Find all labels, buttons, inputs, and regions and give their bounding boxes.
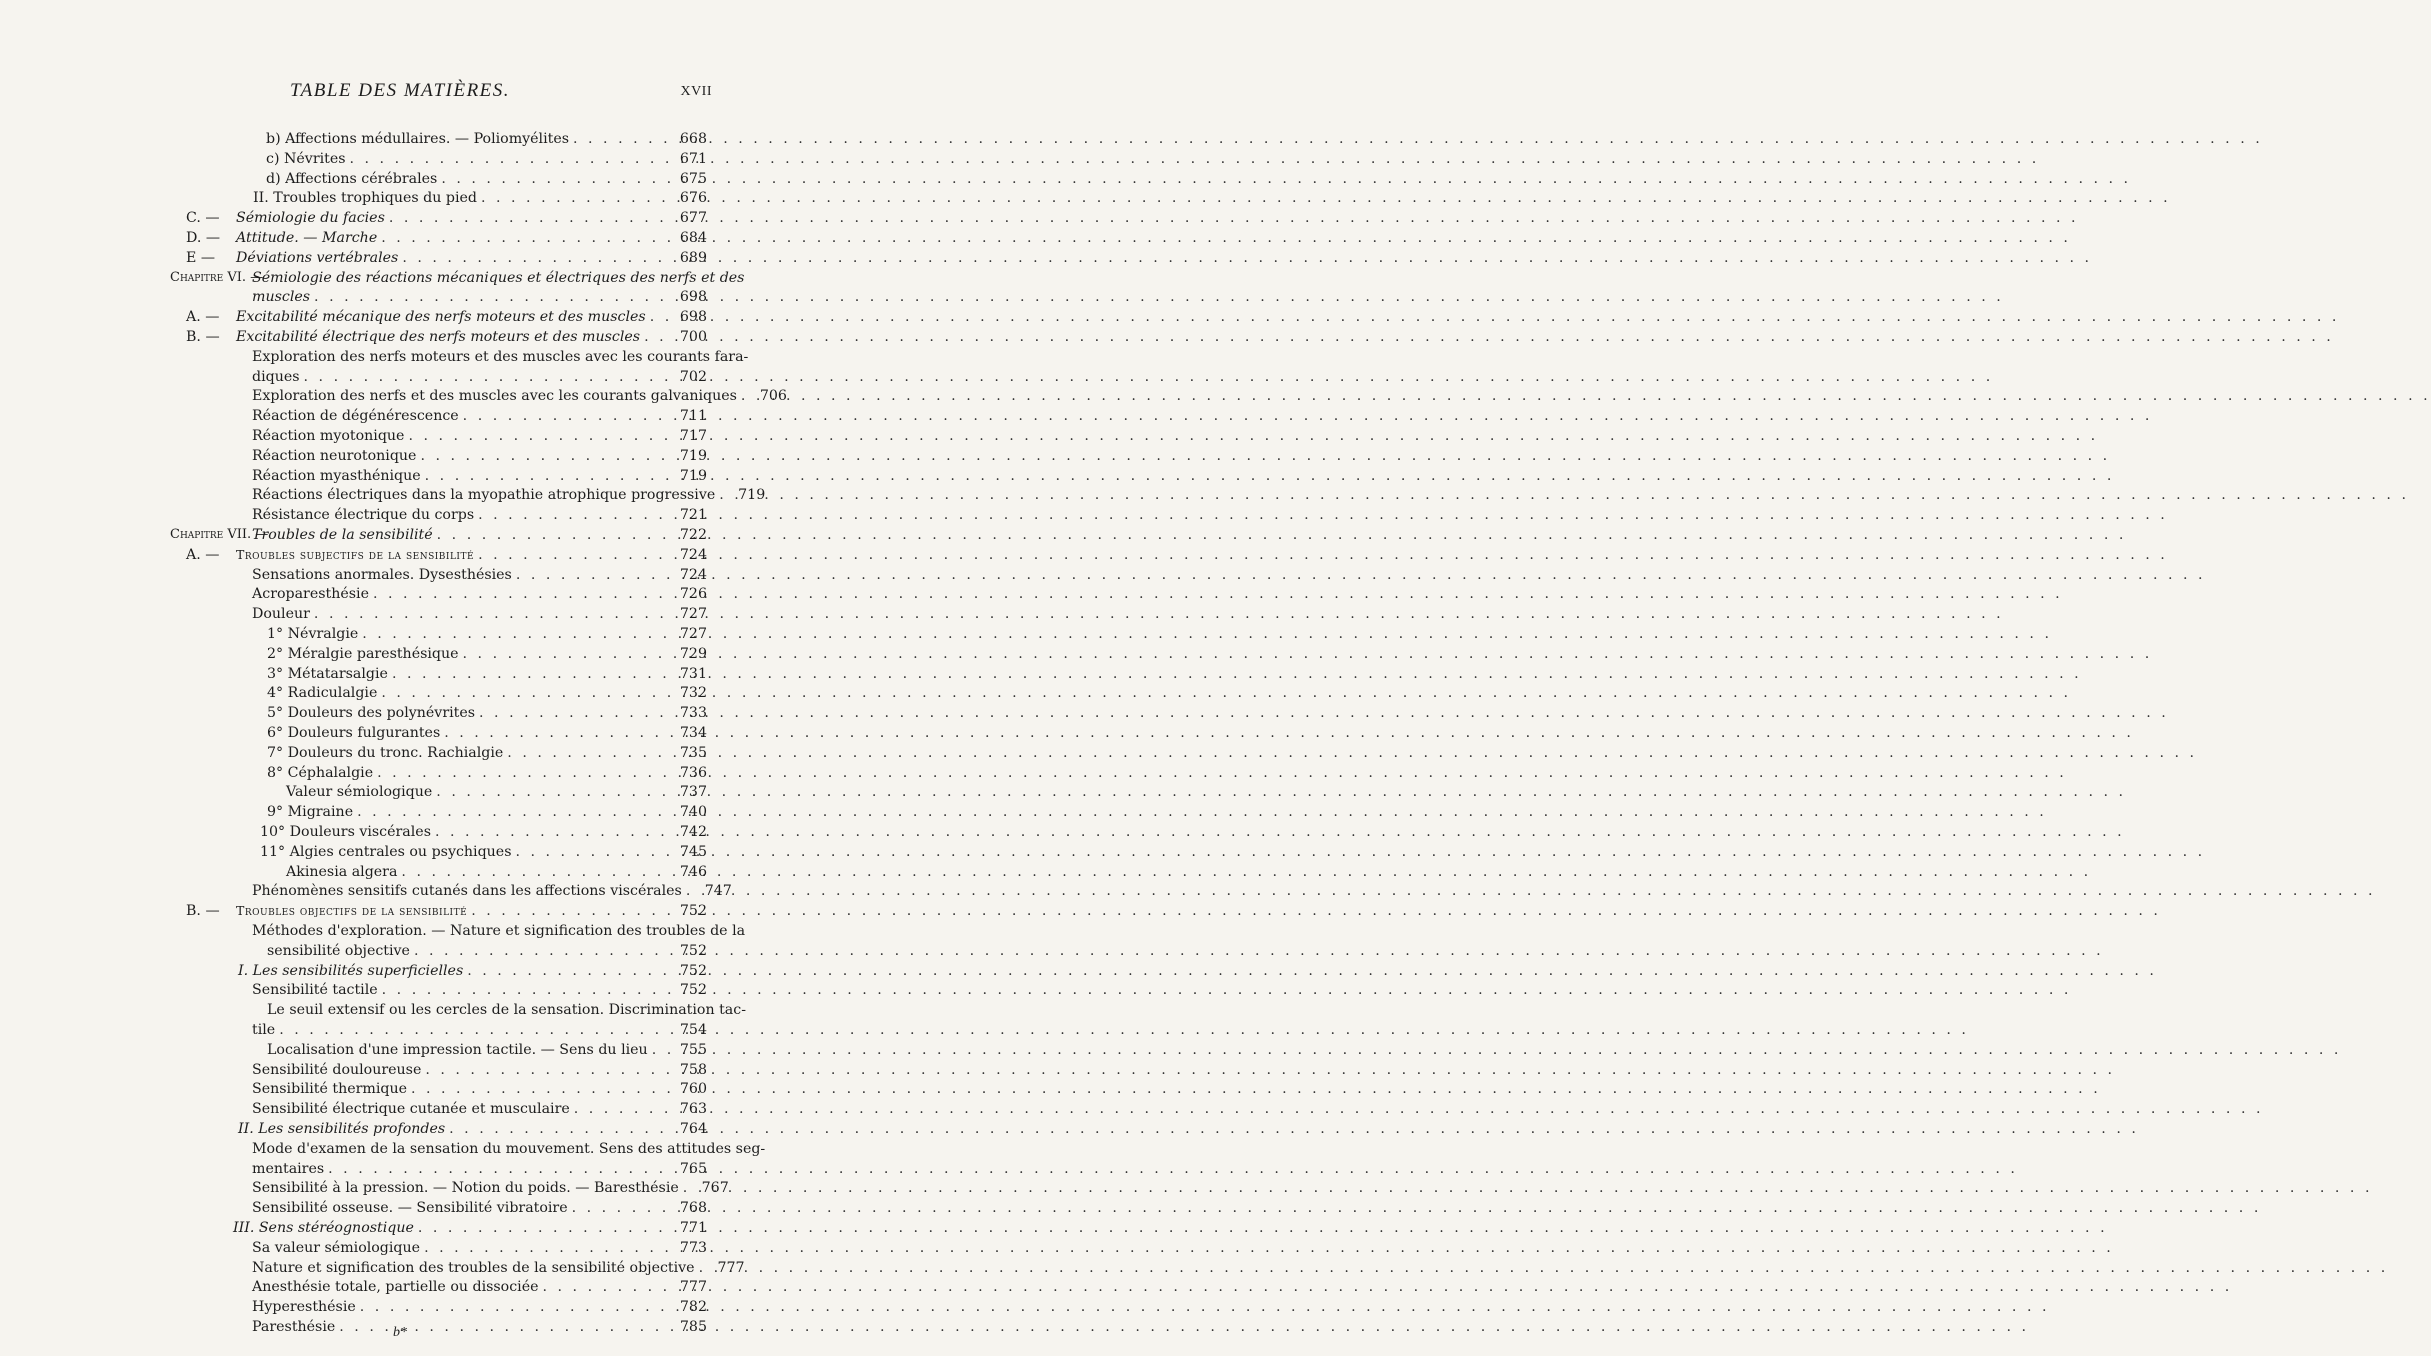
toc-entry [267,702,707,724]
toc-entry-page: 737 [679,784,707,801]
toc-entry-title: Attitude. — Marche [236,230,378,246]
toc-entry-page: 752 [679,942,707,959]
toc-entry [233,1217,707,1239]
toc-entry-prefix: B. — [186,903,220,920]
toc-entry-title: Exploration des nerfs moteurs et des muscles avec les courants fara- [252,348,749,365]
toc-entry [252,1197,707,1219]
toc-entry-page: 760 [679,1081,707,1098]
toc-entry-page: 711 [679,408,707,425]
dot-leader [570,1098,671,1120]
toc-entry-page: 765 [679,1160,707,1177]
dot-leader [414,1217,671,1239]
toc-entry-title: muscles [252,289,311,306]
toc-entry [267,762,707,784]
toc-entry-title: Valeur sémiologique [286,784,433,801]
dot-leader [511,841,671,863]
toc-entry [170,524,707,546]
toc-entry-title: Sensibilité à la pression. — Notion du poids. — Baresthésie [252,1180,679,1197]
dot-leader [356,1296,671,1318]
dot-leader [377,682,671,704]
dot-leader [421,1059,671,1081]
dot-leader [440,722,671,744]
toc-entry-page: 745 [679,843,707,860]
toc-entry-page: 747 [704,883,732,900]
toc-entry-title: Sensations anormales. Dysesthésies [252,566,512,583]
toc-entry-title: 9° Migraine [267,804,354,821]
toc-entry [252,425,707,447]
dot-leader [695,1257,709,1279]
dot-leader [358,623,671,645]
toc-entry-title: I. Les sensibilités superficielles [238,962,464,979]
toc-entry [186,306,707,328]
dot-leader [324,1158,671,1180]
toc-entry-title: 2° Méralgie paresthésique [267,645,459,662]
dot-leader [539,1276,671,1298]
running-title: TABLE DES MATIÈRES. [289,80,511,101]
toc-entry [267,999,747,1021]
toc-entry [252,286,707,308]
toc-entry-page: 727 [679,606,707,623]
toc-entry-title: Sémiologie des réactions mécaniques et électriques des nerfs et des [252,269,745,286]
toc-entry-title: Phénomènes sensitifs cutanés dans les affections viscérales [252,883,682,900]
toc-entry [286,861,707,883]
toc-entry-title: 8° Céphalalgie [267,764,374,781]
toc-entry [186,544,707,566]
dot-leader [475,702,671,724]
dot-leader [420,1237,671,1259]
dot-leader [388,663,671,685]
toc-entry-prefix: D. — [186,230,221,246]
toc-entry-page: 754 [679,1022,707,1038]
toc-entry-title: Méthodes d'exploration. — Nature et signification des troubles de la [252,923,746,939]
toc-entry [267,682,707,704]
toc-entry-title: 7° Douleurs du tronc. Rachialgie [267,744,504,761]
toc-entry [252,1296,707,1318]
toc-entry-title: Acroparesthésie [252,586,369,603]
toc-entry [260,841,707,863]
toc-entry-title: 10° Douleurs viscérales [260,824,431,840]
signature-mark: b* [393,1325,407,1340]
dot-leader [275,1019,671,1041]
toc-entry-title: Déviations vertébrales [236,249,399,266]
toc-entry-title: Troubles subjectifs de la sensibilité [236,546,475,562]
toc-entry-page: 721 [679,507,707,524]
toc-entry-page: 742 [679,824,707,840]
toc-entry-prefix: Chapitre VI. — [170,269,264,285]
toc-entry-page: 733 [679,705,707,722]
toc-entry-page: 746 [679,863,707,880]
toc-entry [252,366,707,388]
toc-entry [266,148,707,170]
toc-entry [252,880,732,902]
dot-leader [404,425,671,447]
toc-entry [170,267,745,289]
toc-entry-page: 719 [679,467,707,484]
toc-entry-page: 785 [679,1319,707,1335]
toc-entry-title: 5° Douleurs des polynévrites [267,705,476,722]
toc-entry [266,168,707,190]
toc-entry-title: 3° Métatarsalgie [267,665,388,682]
toc-entry-title: Sensibilité électrique cutanée et musculaire [252,1101,570,1118]
toc-entry-title: Sa valeur sémiologique [252,1239,421,1256]
toc-entry [186,247,707,269]
toc-entry [252,484,766,506]
dot-leader [682,880,696,902]
toc-entry-page: 702 [679,368,707,385]
dot-leader [640,326,671,348]
toc-entry-page: 724 [679,566,707,583]
toc-entry-page: 752 [679,982,707,999]
toc-entry [252,465,707,487]
toc-entry [252,1098,707,1120]
toc-entry [286,781,707,803]
dot-leader [373,762,671,784]
toc-entry-page: 777 [717,1259,745,1276]
dot-leader [410,940,671,962]
toc-entry [267,663,707,685]
toc-entry [267,940,707,962]
dot-leader [310,603,671,625]
toc-entry-title: Localisation d'une impression tactile. — Sens du lieu [267,1041,648,1058]
dot-leader [433,524,671,546]
toc-entry-page: 767 [701,1180,729,1197]
toc-entry-page: 726 [679,586,707,603]
toc-entry-page: 771 [679,1220,707,1236]
toc-entry-title: Exploration des nerfs et des muscles avec les courants galvaniques [252,388,737,405]
toc-entry-title: III. Sens stéréognostique [233,1220,414,1236]
toc-entry [252,405,707,427]
toc-entry-page: 727 [679,626,707,642]
dot-leader [477,187,671,209]
dot-leader [646,306,671,328]
toc-entry-page: 732 [679,685,707,702]
toc-entry-title: Akinesia algera [286,863,398,880]
toc-entry-title: Sémiologie du facies [236,210,385,227]
toc-entry [252,1158,707,1180]
dot-leader [377,227,671,249]
toc-entry-title: Réaction de dégénérescence [252,408,459,425]
toc-entry [252,1138,766,1160]
toc-entry [186,227,707,249]
toc-entry-page: 717 [679,428,707,444]
dot-leader [459,643,671,665]
dot-leader [512,564,671,586]
toc-entry-title: tile [252,1022,276,1038]
toc-entry [267,1039,707,1061]
dot-leader [463,960,671,982]
toc-entry [267,643,707,665]
toc-entry-title: Troubles objectifs de la sensibilité [236,903,468,919]
toc-entry-page: 736 [679,764,707,781]
toc-entry [252,603,707,625]
toc-entry [252,445,707,467]
toc-entry-page: 773 [679,1239,707,1256]
toc-entry [252,583,707,605]
toc-entry-title: Réaction myotonique [252,428,405,444]
toc-entry-page: 671 [679,150,707,167]
dot-leader [569,128,671,150]
toc-entry [252,1276,707,1298]
toc-entry-title: Sensibilité osseuse. — Sensibilité vibratoire [252,1200,568,1217]
toc-entry-page: 731 [679,665,707,682]
dot-leader [474,504,671,526]
dot-leader [378,979,671,1001]
toc-entry-title: Réactions électriques dans la myopathie atrophique progressive [252,487,716,504]
toc-entry-title: Anesthésie totale, partielle ou dissociée [252,1279,539,1296]
toc-entry [267,623,707,645]
dot-leader [369,583,671,605]
dot-leader [416,445,671,467]
toc-entry-title: 6° Douleurs fulgurantes [267,725,441,741]
toc-entry-prefix: C. — [186,210,220,227]
toc-entry-prefix: A. — [186,546,220,563]
toc-entry-page: 700 [679,329,707,345]
dot-leader [737,385,751,407]
dot-leader [432,781,671,803]
toc-entry-title: Sensibilité tactile [252,982,378,999]
toc-entry-title: Troubles de la sensibilité [252,527,433,543]
dot-leader [503,742,671,764]
toc-entry-page: 668 [679,131,707,147]
toc-entry [238,960,707,982]
toc-entry [267,801,707,823]
toc-entry [252,1059,707,1081]
toc-entry-title: 11° Algies centrales ou psychiques [260,843,512,860]
toc-entry-prefix: B. — [186,329,220,345]
toc-entry [186,900,707,922]
toc-entry-title: 4° Radiculalgie [267,685,378,702]
toc-entry-prefix: A. — [186,309,220,326]
toc-entry [252,1019,707,1041]
toc-entry-title: b) Affections médullaires. — Poliomyélites [266,131,570,147]
toc-entry-title: Paresthésie [252,1319,336,1335]
dot-leader [398,247,671,269]
toc-entry [252,920,746,942]
dot-leader [431,821,671,843]
toc-entry-page: 755 [679,1041,707,1058]
toc-entry [252,979,707,1001]
toc-entry-page: 752 [679,903,707,920]
toc-entry-page: 768 [679,1200,707,1217]
toc-entry-page: 689 [679,249,707,266]
toc-entry-page: 706 [759,388,787,405]
toc-entry [267,742,707,764]
dot-leader [679,1177,693,1199]
dot-leader [421,465,671,487]
dot-leader [445,1118,671,1140]
toc-entry-title: Sensibilité thermique [252,1081,407,1098]
dot-leader [407,1078,671,1100]
toc-entry [186,207,707,229]
dot-leader [397,861,671,883]
dot-leader [300,366,671,388]
toc-entry [252,346,749,368]
toc-entry [252,1177,729,1199]
dot-leader [385,207,671,229]
toc-entry-title: sensibilité objective [267,942,410,959]
toc-entry [252,1257,745,1279]
toc-entry-title: Le seuil extensif ou les cercles de la sensation. Discrimination tac- [267,1002,747,1019]
toc-entry-page: 684 [679,230,707,246]
dot-leader [459,405,671,427]
toc-entry-page: 740 [679,804,707,821]
dot-leader [353,801,671,823]
toc-entry [238,1118,707,1140]
page-header [0,80,800,110]
toc-entry-title: II. Troubles trophiques du pied [253,190,477,207]
toc-entry [186,326,707,348]
dot-leader [648,1039,671,1061]
toc-entry-page: 777 [679,1279,707,1296]
toc-entry [260,821,707,843]
toc-entry-title: Douleur [252,606,310,623]
toc-entry [252,1078,707,1100]
toc-entry-page: 782 [679,1299,707,1316]
toc-entry-page: 752 [679,962,707,979]
dot-leader [715,484,729,506]
page-folio: XVII [680,84,712,99]
toc-entry-title: Excitabilité mécanique des nerfs moteurs et des muscles [236,309,646,326]
toc-entry-page: 698 [679,289,707,306]
toc-entry-title: Nature et signification des troubles de la sensibilité objective [252,1259,695,1276]
toc-entry [253,187,707,209]
dot-leader [437,168,671,190]
toc-entry-title: Mode d'examen de la sensation du mouvement. Sens des attitudes seg- [252,1140,766,1157]
dot-leader [467,900,671,922]
dot-leader [346,148,671,170]
toc-entry-page: 676 [679,190,707,207]
toc-entry-title: 1° Névralgie [267,626,359,642]
toc-entry-page: 758 [679,1061,707,1078]
toc-entry [252,1237,707,1259]
toc-entry [267,722,707,744]
toc-entry-page: 724 [679,546,707,563]
toc-entry-page: 764 [679,1121,707,1137]
toc-entry-title: mentaires [252,1160,325,1177]
toc-entry-title: Réaction neurotonique [252,447,417,464]
toc-entry-page: 722 [679,527,707,543]
toc-entry-prefix: Chapitre VII. — [170,527,269,542]
toc-entry [252,564,707,586]
toc-entry [252,385,787,407]
toc-entry-page: 729 [679,645,707,662]
toc-entry-title: Résistance électrique du corps [252,507,475,524]
toc-entry-page: 698 [679,309,707,326]
toc-entry-page: 735 [679,744,707,761]
toc-entry-title: d) Affections cérébrales [266,170,438,187]
toc-entry-title: Hyperesthésie [252,1299,356,1316]
toc-entry [252,504,707,526]
toc-entry-page: 677 [679,210,707,227]
toc-entry-page: 763 [679,1101,707,1118]
toc-entry-title: diques [252,368,300,385]
toc-entry-page: 734 [679,725,707,741]
dot-leader [474,544,671,566]
toc-entry-page: 719 [738,487,766,504]
toc-entry-page: 719 [679,447,707,464]
dot-leader [568,1197,671,1219]
toc-entry-page: 675 [679,170,707,187]
dot-leader [310,286,671,308]
toc-entry [266,128,707,150]
toc-entry-title: Excitabilité électrique des nerfs moteurs et des muscles [236,329,641,345]
toc-entry-prefix: E — [186,249,216,266]
toc-entry-title: Réaction myasthénique [252,467,421,484]
toc-entry-title: II. Les sensibilités profondes [238,1121,446,1137]
toc-entry-title: Sensibilité douloureuse [252,1061,422,1078]
toc-entry-title: c) Névrites [266,150,346,167]
